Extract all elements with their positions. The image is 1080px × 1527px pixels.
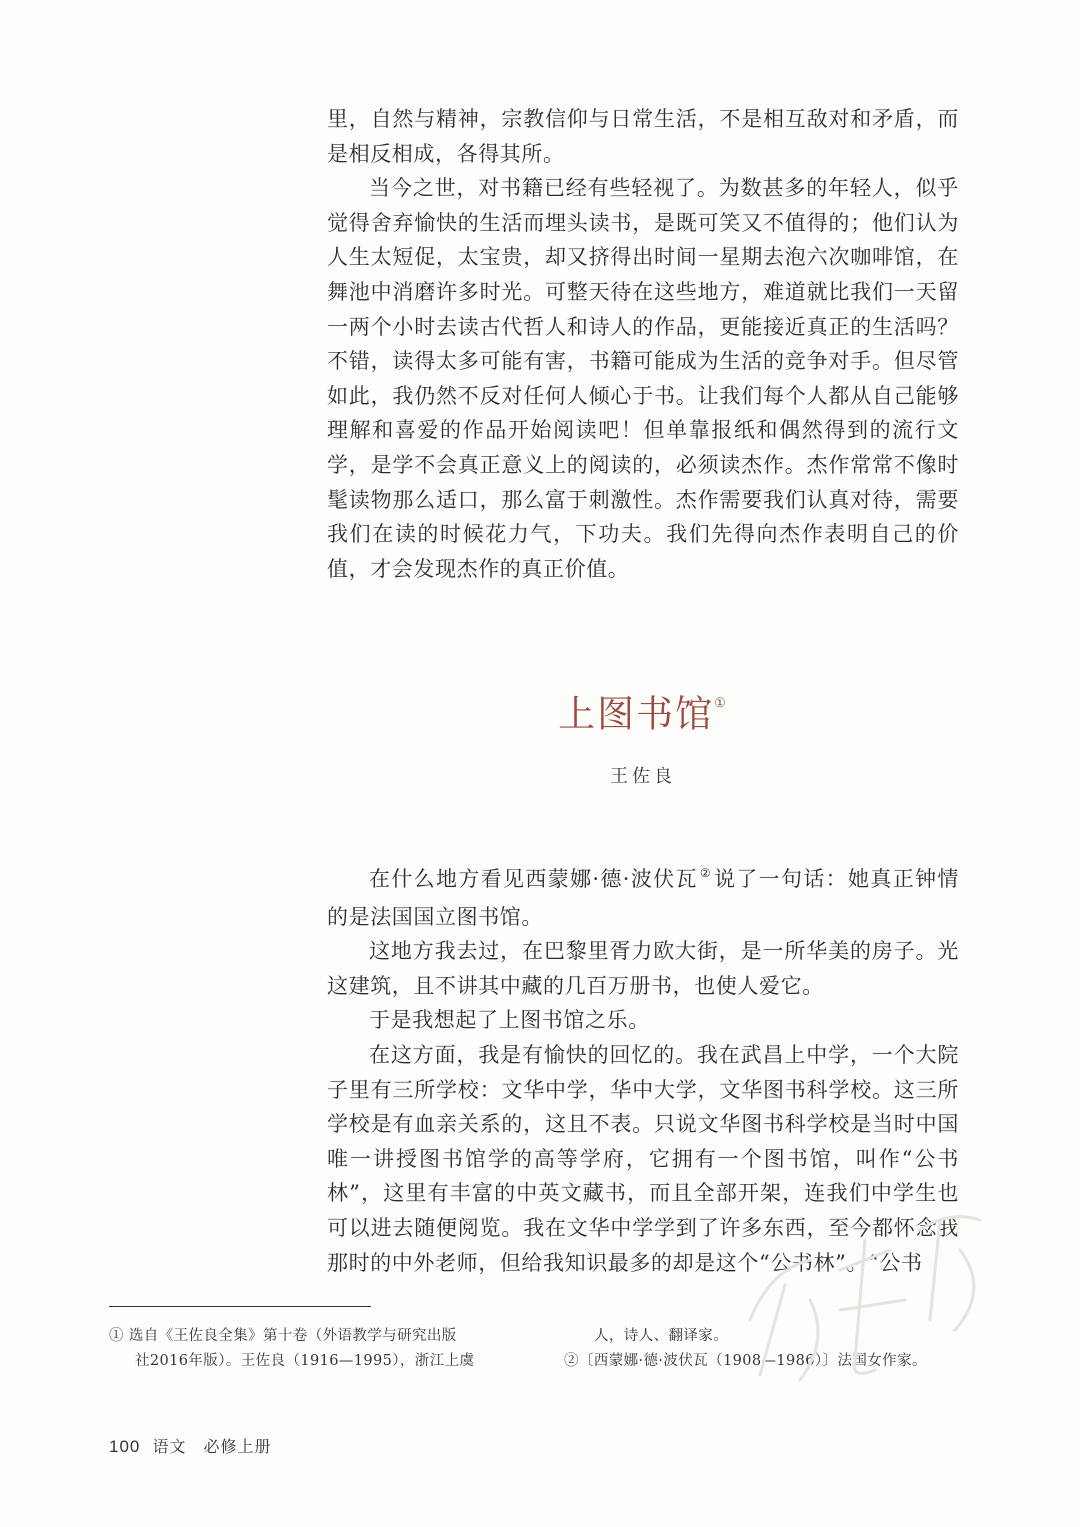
book-title: 语文 必修上册 [152, 1437, 272, 1456]
footnote-1-continued: 人，诗人、翻译家。 [594, 1328, 729, 1344]
page-footer [109, 1434, 271, 1457]
article-header [327, 684, 959, 790]
paragraph: 在这方面，我是有愉快的回忆的。我在武昌上中学，一个大院子里有三所学校：文华中学，华中大学，文华图书科学校。这三所学校是有血亲关系的，这且不表。只说文华图书科学校是当时中国唯一讲授图书馆学的高等学府，它拥有一个图书馆，叫作“公书林”，这里有丰富的中英文藏书，而且全部开架，连我们中学生也可以进去随便阅览。我在文华中学学到了许多东西，至今都怀念我那时的中外老师，但给我知识最多的却是这个“公书林”。“公书 [327, 1042, 959, 1275]
paragraph: 当今之世，对书籍已经有些轻视了。为数甚多的年轻人，似乎觉得舍弃愉快的生活而埋头读书，是既可笑又不值得的；他们认为人生太短促，太宝贵，却又挤得出时间一星期去泡六次咖啡馆，在舞池中消磨许多时光。可整天待在这些地方，难道就比我们一天留一两个小时去读古代哲人和诗人的作品，更能接近真正的生活吗？不错，读得太多可能有害，书籍可能成为生活的竞争对手。但尽管如此，我仍然不反对任何人倾心于书。让我们每个人都从自己能够理解和喜爱的作品开始阅读吧！但单靠报纸和偶然得到的流行文学，是学不会真正意义上的阅读的，必须读杰作。杰作常常不像时髦读物那么适口，那么富于刺激性。杰作需要我们认真对待，需要我们在读的时候花力气，下功夫。我们先得向杰作表明自己的价值，才会发现杰作的真正价值。 [327, 176, 959, 581]
paragraph: 里，自然与精神，宗教信仰与日常生活，不是相互敌对和矛盾，而是相反相成，各得其所。 [327, 107, 959, 166]
footnote-1-line1: ① 选自《王佐良全集》第十卷（外语教学与研究出版 [109, 1328, 457, 1344]
paragraph-text: 在什么地方看见西蒙娜·德·波伏瓦 [369, 867, 698, 891]
page-number: 100 [109, 1437, 141, 1456]
article-title-text: 上图书馆 [558, 692, 715, 736]
footnote-1 [109, 1324, 514, 1374]
paragraph: 这地方我去过，在巴黎里胥力欧大街，是一所华美的房子。光这建筑，且不讲其中藏的几百万册书，也使人爱它。 [327, 939, 959, 998]
footnote-divider [109, 1306, 371, 1307]
article-body [327, 862, 959, 1280]
footnote-1-line2: 社2016年版）。王佐良（1916—1995），浙江上虞 [135, 1353, 475, 1369]
footnote-2: ②〔西蒙娜·德·波伏瓦（1908—1986）〕法国女作家。 [564, 1353, 927, 1369]
article-title [327, 684, 959, 740]
title-footnote-marker: ① [714, 696, 728, 711]
continued-essay [327, 102, 959, 586]
paragraph [327, 862, 959, 934]
paragraph-text: 说了一句话：她真正钟情的是法国国立图书馆。 [327, 867, 960, 929]
footnote-marker: ② [699, 866, 712, 880]
paragraph: 于是我想起了上图书馆之乐。 [369, 1008, 650, 1033]
article-author: 王佐良 [610, 766, 676, 788]
